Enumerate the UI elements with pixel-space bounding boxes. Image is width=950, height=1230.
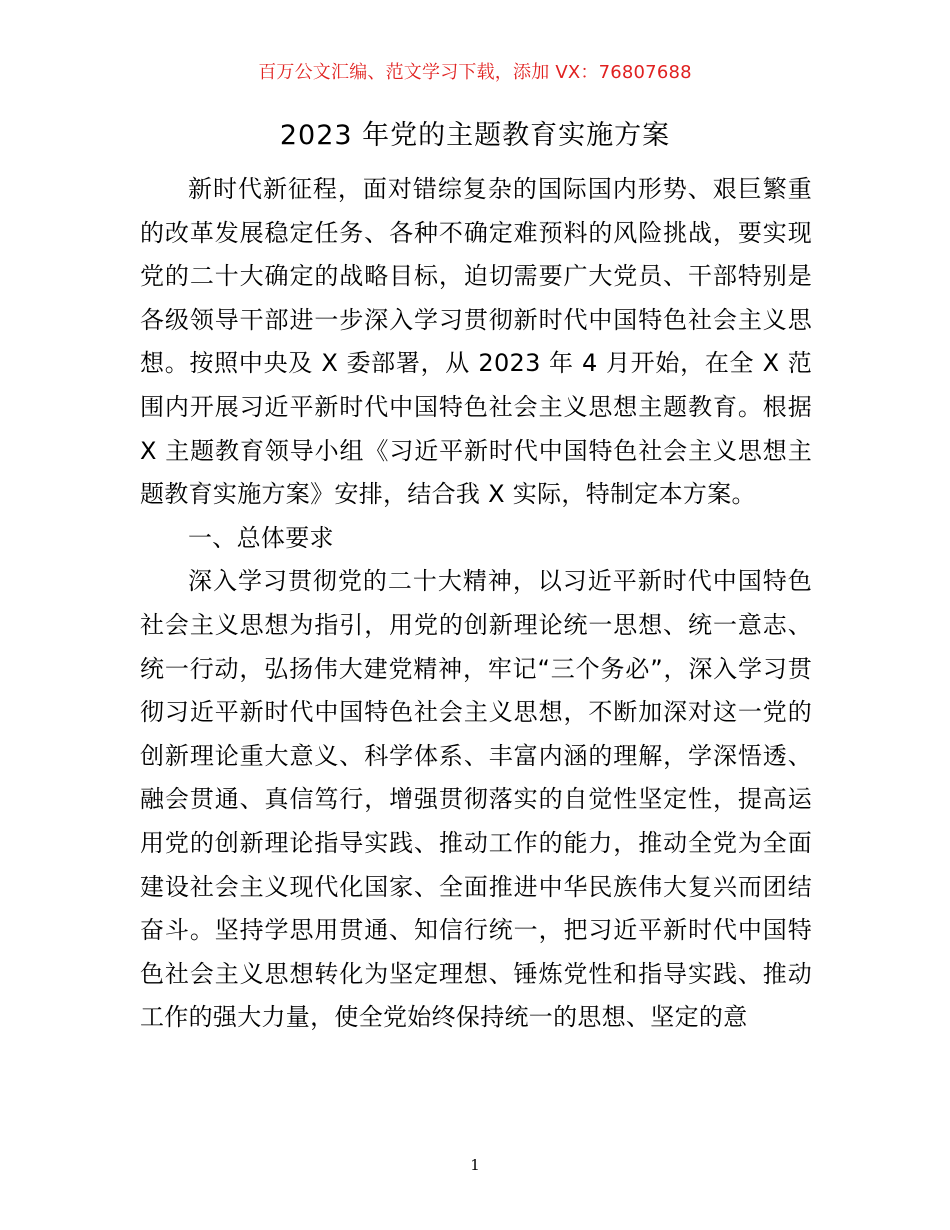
requirements-paragraph: 深入学习贯彻党的二十大精神，以习近平新时代中国特色社会主义思想为指引，用党的创新理论统一思想、统一意志、统一行动，弘扬伟大建党精神，牢记“三个务必”，深入学习贯彻习近平新时代中国特色社会主义思想，不断加深对这一党的创新理论重大意义、科学体系、丰富内涵的理解，学深悟透、融会贯通、真信笃行，增强贯彻落实的自觉性坚定性，提高运用党的创新理论指导实践、推动工作的能力，推动全党为全面建设社会主义现代化国家、全面推进中华民族伟大复兴而团结奋斗。坚持学思用贯通、知信行统一，把习近平新时代中国特色社会主义思想转化为坚定理想、锤炼党性和指导实践、推动工作的强大力量，使全党始终保持统一的思想、坚定的意	[140, 567, 812, 1032]
header-watermark-note: 百万公文汇编、范文学习下载，添加 VX：76807688	[258, 62, 692, 83]
document-title: 2023 年党的主题教育实施方案	[279, 120, 671, 151]
section-heading: 一、总体要求	[188, 523, 334, 552]
page-number: 1	[470, 1156, 480, 1174]
document-body	[140, 168, 812, 1040]
intro-paragraph: 新时代新征程，面对错综复杂的国际国内形势、艰巨繁重的改革发展稳定任务、各种不确定难预料的风险挑战，要实现党的二十大确定的战略目标，迫切需要广大党员、干部特别是各级领导干部进一步深入学习贯彻新时代中国特色社会主义思想。按照中央及 X 委部署，从 2023 年 4 月开始，在全 X 范围内开展习近平新时代中国特色社会主义思想主题教育。根据 X 主题教育领导小组《习近平新时代中国特色社会主义思想主题教育实施方案》安排，结合我 X 实际，特制定本方案。	[140, 175, 812, 509]
